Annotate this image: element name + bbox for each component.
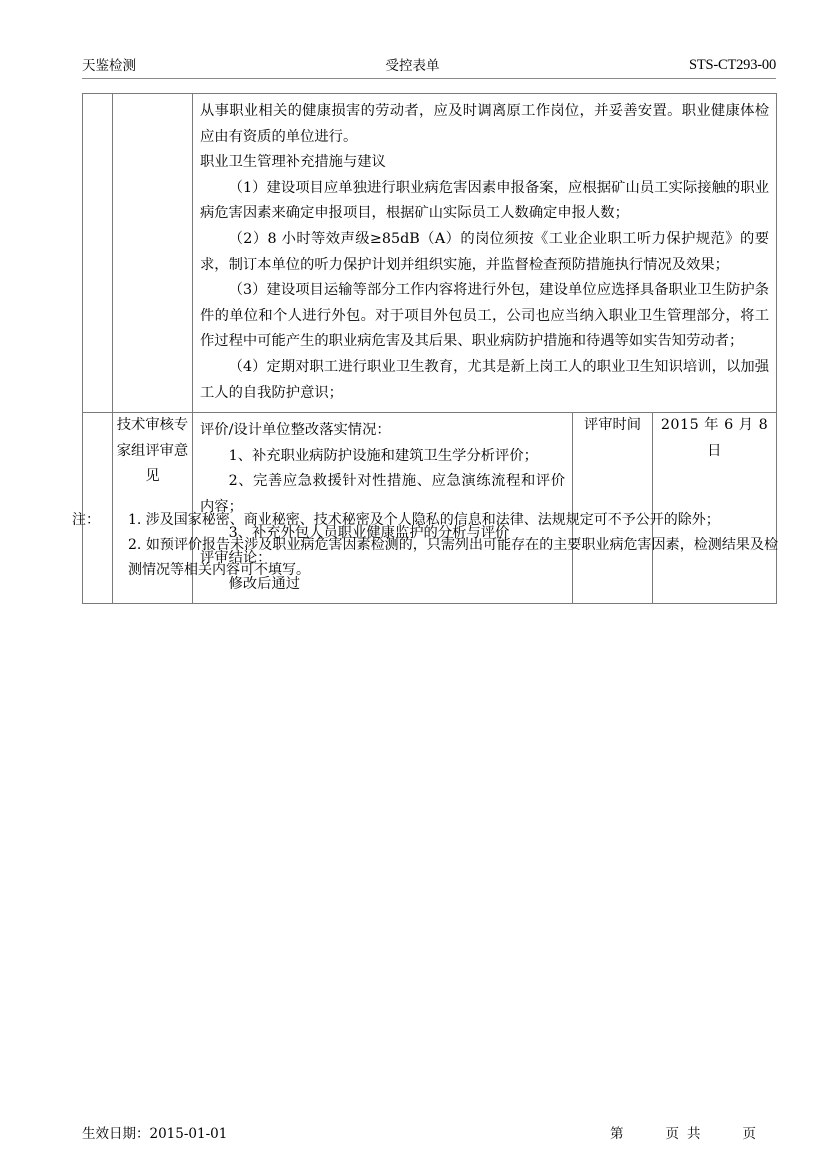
measure-item-4: （4）定期对职工进行职业卫生教育，尤其是新上岗工人的职业卫生知识培训，以加强工人的自我防护意识；	[200, 358, 769, 401]
review-conclusion-value: 修改后通过	[228, 575, 301, 592]
note-item: 1. 涉及国家秘密、商业秘密、技术秘密及个人隐私的信息和法律、法规规定可不予公开的除外；	[128, 512, 720, 528]
notes-block	[72, 508, 778, 583]
continuation-paragraph-1: 从事职业相关的健康损害的劳动者，应及时调离原工作岗位，并妥善安置。职业健康体检应由有资质的单位进行。	[200, 103, 769, 145]
review-time-value: 2015 年 6 月 8 日	[653, 413, 777, 604]
page-number-block	[606, 1122, 782, 1142]
measure-item-1: （1）建设项目应单独进行职业病危害因素申报备案，应根据矿山员工实际接触的职业病危害因素来确定申报项目，根据矿山实际员工人数确定申报人数；	[200, 179, 769, 222]
management-measures-heading: 职业卫生管理补充措施与建议	[200, 154, 386, 171]
rectification-item-1: 1、补充职业病防护设施和建筑卫生学分析评价；	[228, 447, 538, 464]
document-header	[82, 57, 776, 79]
measure-item-3: （3）建设项目运输等部分工作内容将进行外包，建设单位应选择具备职业卫生防护条件的单位和个人进行外包。对于项目外包员工，公司也应当纳入职业卫生管理部分，将工作过程中可能产生的职业病危害及其后果、职业病防护措施和待遇等如实告知劳动者；	[200, 282, 769, 350]
notes-label: 注：	[72, 512, 100, 528]
measure-item-2: （2）8 小时等效声级≥85dB（A）的岗位须按《工业企业职工听力保护规范》的要求，制订本单位的听力保护计划并组织实施，并监督检查预防措施执行情况及效果；	[200, 230, 769, 273]
row1-label-cell	[113, 94, 193, 413]
header-form-code: STS-CT293-00	[688, 57, 776, 73]
table-row-continuation	[83, 94, 777, 413]
outer-spacer-cell	[83, 94, 113, 413]
effective-date: 生效日期：2015-01-01	[82, 1126, 228, 1142]
rectification-item-2: 2、完善应急救援针对性措施、应急演练流程和评价内容；	[200, 473, 565, 515]
header-title: 受控表单	[385, 58, 440, 75]
document-footer	[82, 1122, 782, 1142]
review-time-label: 评审时间	[573, 413, 653, 604]
page-total-prefix-label: 共	[687, 1126, 701, 1142]
expert-review-label: 技术审核专家组评审意见	[113, 413, 193, 604]
header-organization: 天鉴检测	[82, 58, 136, 75]
review-conclusion-heading: 评审结论：	[200, 550, 272, 567]
page-suffix-label: 页	[742, 1126, 756, 1142]
page-prefix-label: 第	[610, 1126, 624, 1142]
row1-content-cell	[193, 94, 777, 413]
page-middle-label: 页	[665, 1126, 679, 1142]
rectification-item-3: 3、补充外包人员职业健康监护的分析与评价	[228, 524, 510, 541]
rectification-heading: 评价/设计单位整改落实情况：	[200, 422, 391, 439]
note-item: 2. 如预评价报告未涉及职业病危害因素检测的，只需列出可能存在的主要职业病危害因素，检测结果及检测情况等相关内容可不填写。	[128, 537, 778, 578]
notes-body	[128, 508, 778, 583]
